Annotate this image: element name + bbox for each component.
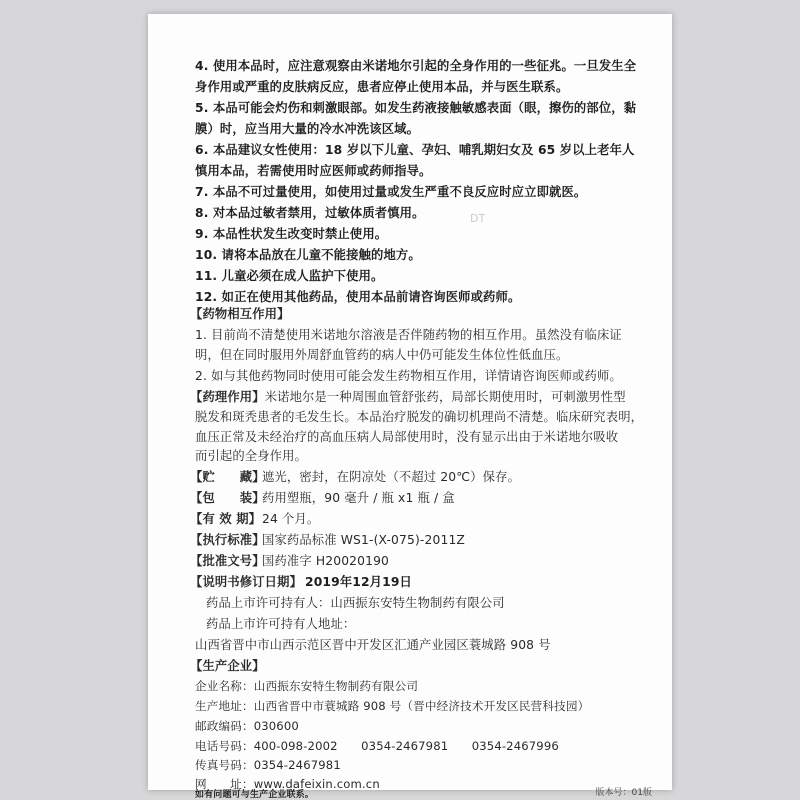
pharmacology-first-line — [190, 389, 626, 405]
info-row-standard — [190, 532, 465, 548]
info-row-storage — [190, 469, 520, 485]
info-value: 药用塑瓶，90 毫升 / 瓶 x1 瓶 / 盒 — [262, 491, 455, 505]
info-row-revision-date — [190, 574, 412, 590]
info-row-expiry — [190, 511, 319, 527]
pharmacology-line: 脱发和斑秃患者的毛发生长。本品治疗脱发的确切机理尚不清楚。临床研究表明， — [195, 410, 644, 424]
pharmacology-heading: 【药理作用】 — [190, 390, 265, 404]
manufacturer-heading: 【生产企业】 — [190, 659, 265, 673]
info-value: 遮光，密封，在阴凉处（不超过 20℃）保存。 — [262, 470, 521, 484]
manufacturer-line: 邮政编码：030600 — [195, 719, 299, 733]
info-label: 【贮 藏】 — [190, 470, 265, 484]
precaution-line: 膜）时，应当用大量的冷水冲洗该区域。 — [195, 122, 420, 136]
holder-line: 药品上市许可持有人：山西振东安特生物制药有限公司 — [206, 596, 505, 610]
interaction-line: 2. 如与其他药物同时使用可能会发生药物相互作用，详情请咨询医师或药师。 — [195, 369, 622, 383]
precaution-line: 5. 本品可能会灼伤和刺激眼部。如发生药液接触敏感表面（眼，擦伤的部位，黏 — [195, 101, 637, 115]
info-value: 国家药品标准 WS1-(X-075)-2011Z — [262, 533, 465, 547]
manufacturer-line: 企业名称：山西振东安特生物制药有限公司 — [195, 679, 419, 693]
precaution-line: 慎用本品，若需使用时应医师或药师指导。 — [195, 164, 432, 178]
show-through-text: DT — [470, 212, 486, 225]
info-value: 2019年12月19日 — [305, 575, 412, 589]
precaution-line: 身作用或严重的皮肤病反应，患者应停止使用本品，并与医生联系。 — [195, 80, 569, 94]
info-value: 24 个月。 — [262, 512, 320, 526]
interaction-line: 1. 目前尚不清楚使用米诺地尔溶液是否伴随药物的相互作用。虽然没有临床证 — [195, 328, 622, 342]
manufacturer-line: 网 址：www.dafeixin.com.cn — [195, 777, 380, 791]
info-label: 【有 效 期】 — [190, 512, 262, 526]
holder-line: 山西省晋中市山西示范区晋中开发区汇通产业园区蓑城路 908 号 — [195, 638, 551, 652]
closing-note: 如有问题可与生产企业联系。 — [195, 790, 314, 800]
info-label: 【说明书修订日期】 — [190, 575, 303, 589]
precaution-line: 11. 儿童必须在成人监护下使用。 — [195, 269, 384, 283]
precaution-line: 10. 请将本品放在儿童不能接触的地方。 — [195, 248, 421, 262]
info-row-package — [190, 490, 455, 506]
interaction-line: 明，但在同时服用外周舒血管药的病人中仍可能发生体位性低血压。 — [195, 348, 569, 362]
precaution-line: 7. 本品不可过量使用，如使用过量或发生严重不良反应时应立即就医。 — [195, 185, 587, 199]
info-row-approval — [190, 553, 389, 569]
info-label: 【包 装】 — [190, 491, 265, 505]
interaction-heading: 【药物相互作用】 — [190, 307, 290, 321]
manufacturer-line: 生产地址：山西省晋中市蓑城路 908 号（晋中经济技术开发区民营科技园） — [195, 699, 590, 713]
info-label: 【批准文号】 — [190, 554, 265, 568]
precaution-line: 9. 本品性状发生改变时禁止使用。 — [195, 227, 388, 241]
precaution-line: 6. 本品建议女性使用：18 岁以下儿童、孕妇、哺乳期妇女及 65 岁以上老年人 — [195, 143, 635, 157]
version-number: 版本号：01版 — [595, 788, 652, 798]
manufacturer-line: 传真号码：0354-2467981 — [195, 758, 341, 772]
holder-line: 药品上市许可持有人地址： — [206, 617, 356, 631]
precaution-line: 4. 使用本品时，应注意观察由米诺地尔引起的全身作用的一些征兆。一旦发生全 — [195, 59, 637, 73]
info-label: 【执行标准】 — [190, 533, 265, 547]
pharmacology-line: 而引起的全身作用。 — [195, 449, 308, 463]
pharmacology-text: 米诺地尔是一种周围血管舒张药，局部长期使用时，可刺激男性型 — [264, 390, 626, 404]
pharmacology-line: 血压正常及未经治疗的高血压病人局部使用时，没有显示出由于米诺地尔吸收 — [195, 430, 619, 444]
precaution-line: 12. 如正在使用其他药品，使用本品前请咨询医师或药师。 — [195, 290, 521, 304]
precaution-line: 8. 对本品过敏者禁用，过敏体质者慎用。 — [195, 206, 425, 220]
info-value: 国药准字 H20020190 — [262, 554, 390, 568]
manufacturer-line: 电话号码：400-098-2002 0354-2467981 0354-2467996 — [195, 739, 559, 753]
